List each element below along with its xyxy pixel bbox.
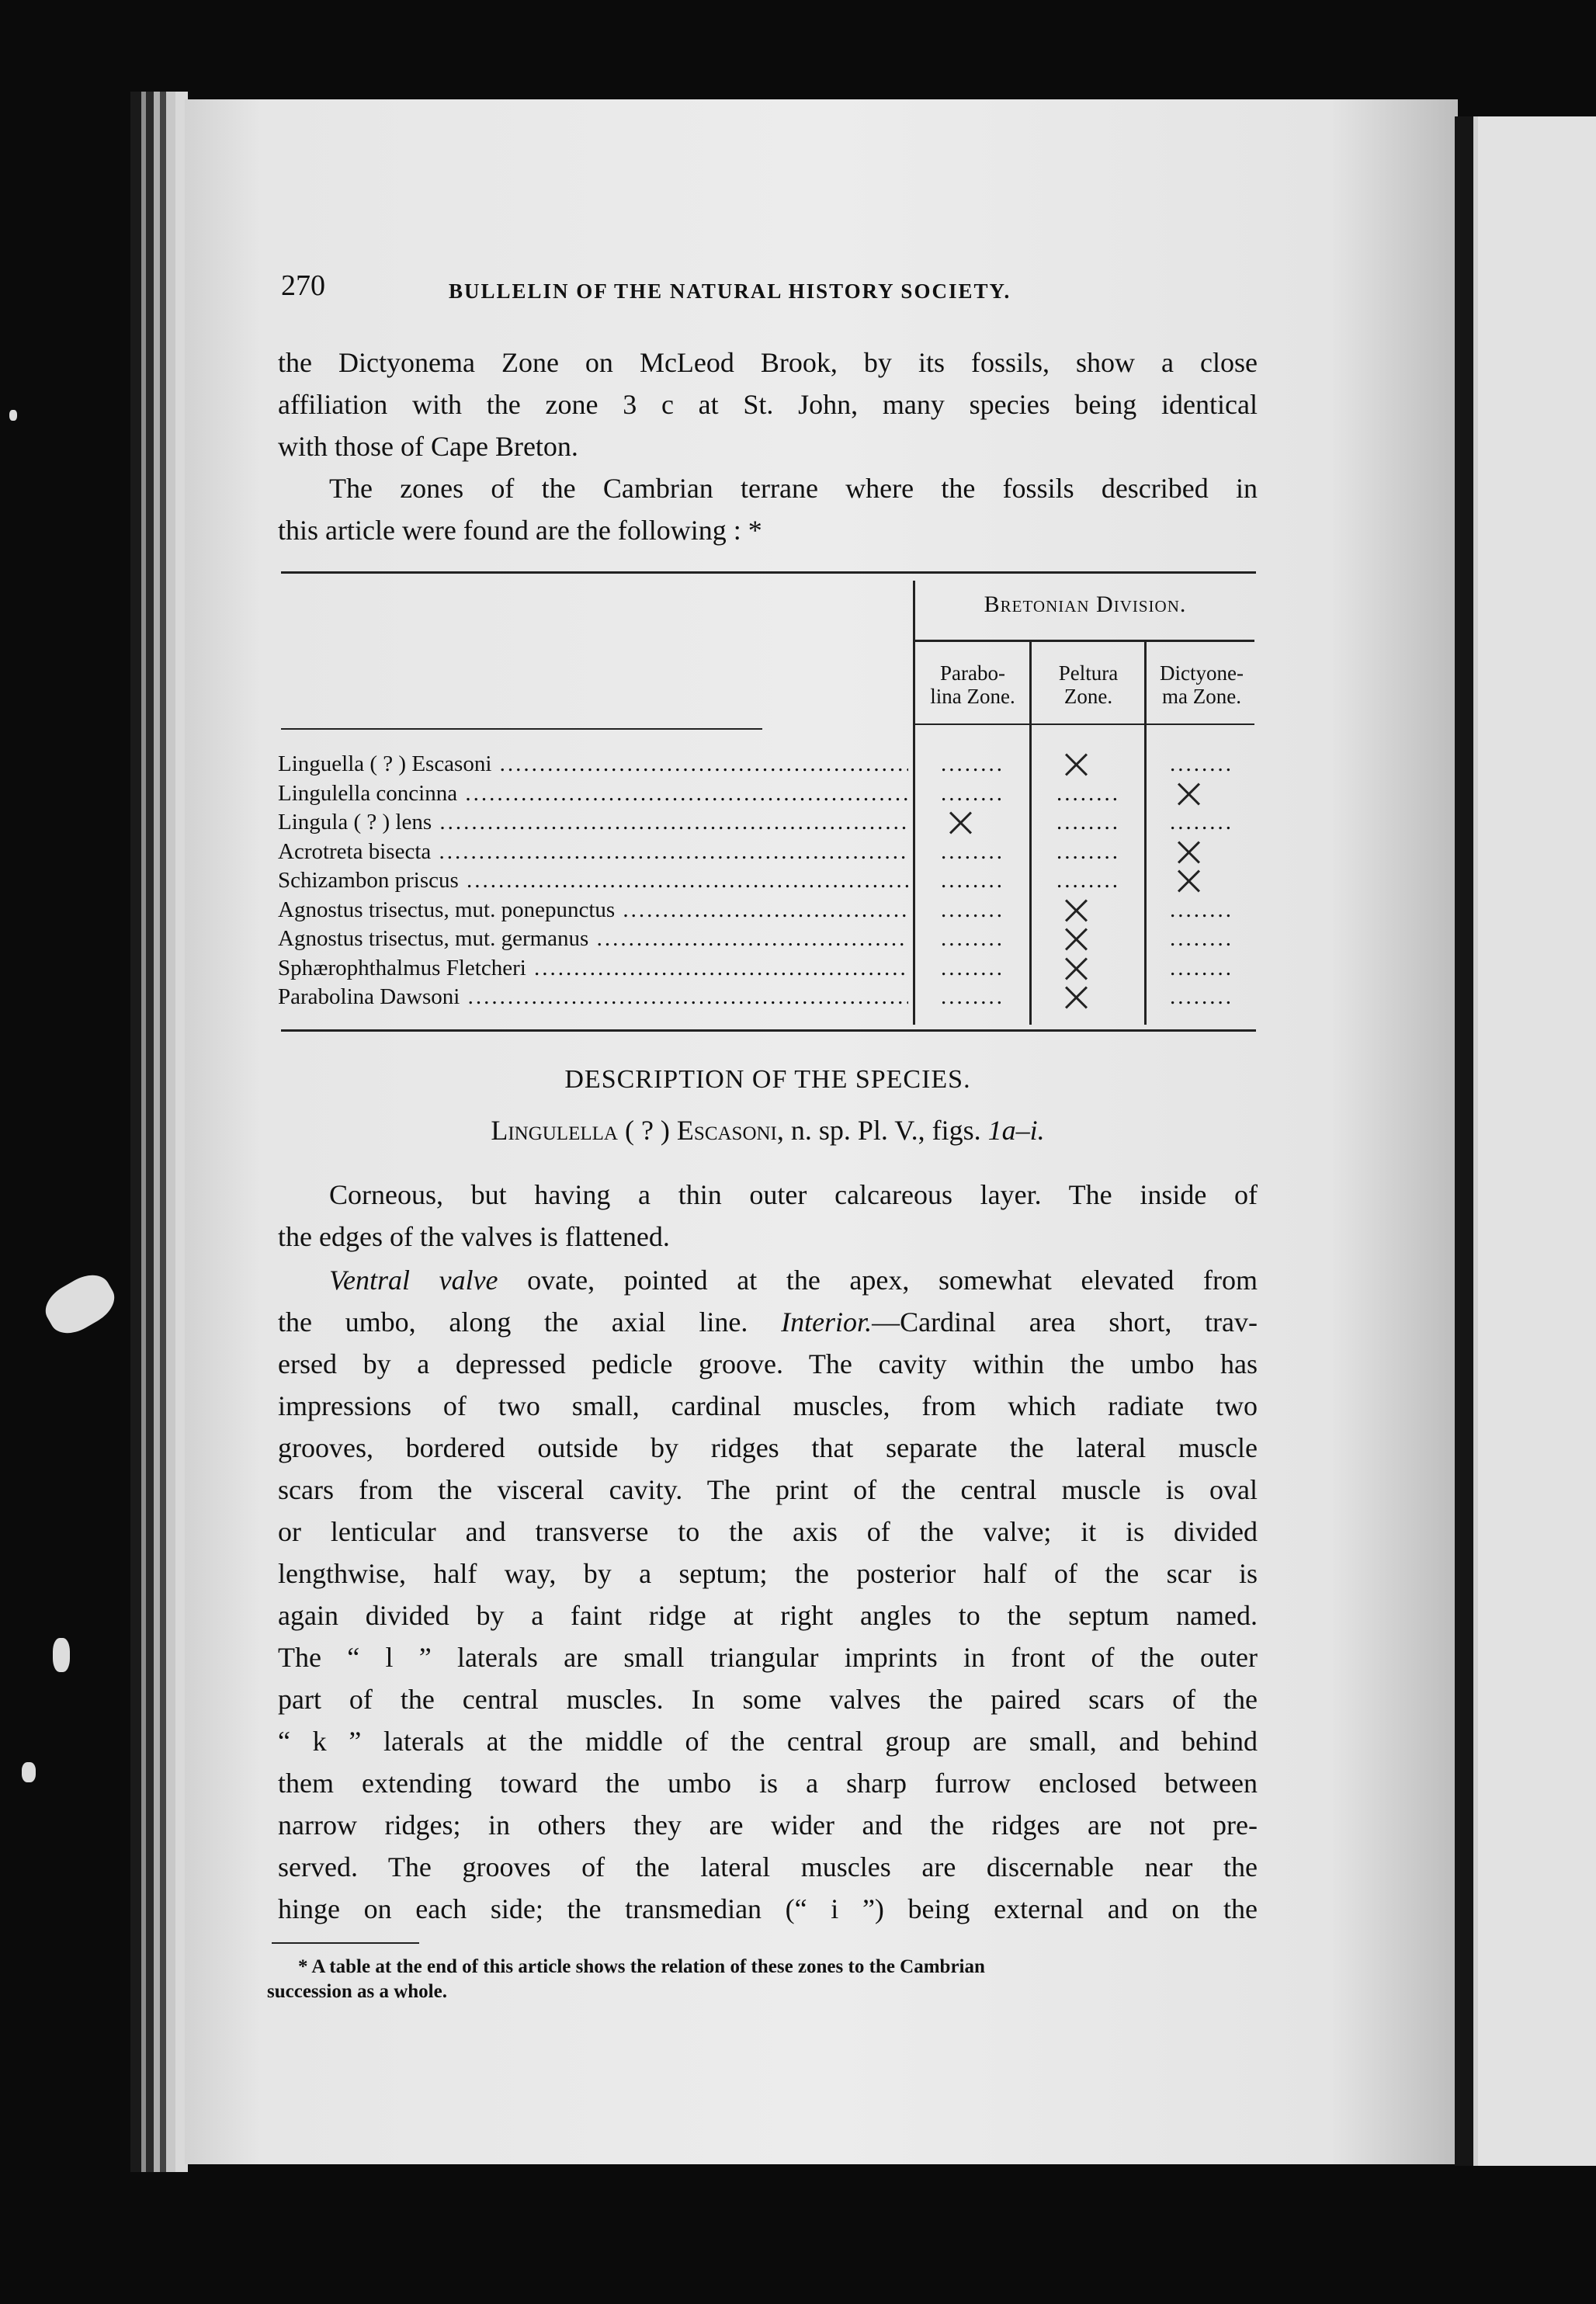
- scan-debris: [9, 410, 17, 421]
- zone-empty-leader: ........: [941, 751, 1004, 776]
- italic-term: Ventral valve: [329, 1265, 498, 1296]
- zone-empty-leader: ........: [1170, 955, 1233, 980]
- species-rest: n. sp. Pl. V., figs.: [790, 1115, 981, 1146]
- text-line: this article were found are the following : *: [278, 515, 762, 546]
- zone-empty-leader: ........: [941, 955, 1004, 980]
- species-row-name: Lingulella concinna .....: [278, 779, 908, 808]
- text-line: scars from the visceral cavity. The print of the central muscle is oval: [278, 1474, 1258, 1505]
- column-heading: [916, 661, 1029, 708]
- text-run: ovate, pointed at the apex, somewhat elevated from: [498, 1265, 1258, 1296]
- table-bottom-rule: [281, 1029, 1256, 1032]
- zone-presence-mark: [1063, 897, 1090, 924]
- scan-debris: [38, 1267, 122, 1342]
- species-genus: Lingulella: [491, 1115, 618, 1146]
- running-head: BULLELIN OF THE NATURAL HISTORY SOCIETY.: [449, 279, 1011, 303]
- text-line: hinge on each side; the transmedian (“ i ”) being external and on the: [278, 1893, 1258, 1924]
- text-line: Corneous, but having a thin outer calcareous layer. The inside of: [329, 1179, 1258, 1210]
- zone-empty-leader: ........: [1170, 810, 1233, 835]
- species-row-name: Sphærophthalmus Fletcheri .....: [278, 954, 908, 983]
- zone-empty-leader: ........: [1056, 810, 1120, 835]
- species-figs: 1a–i.: [987, 1115, 1045, 1146]
- text-line: [278, 1259, 1258, 1301]
- text-line: The zones of the Cambrian terrane where the fossils described in: [329, 473, 1258, 504]
- intro-paragraph: [278, 342, 1258, 551]
- paragraph-lines: [278, 1343, 1258, 1930]
- text-line: “ k ” laterals at the middle of the central group are small, and behind: [278, 1726, 1258, 1757]
- zone-empty-leader: ........: [1170, 926, 1233, 951]
- table-column-rule: [913, 581, 915, 1025]
- zone-presence-mark: [1176, 868, 1202, 894]
- italic-term: Interior.: [781, 1306, 873, 1338]
- zone-empty-leader: ........: [941, 926, 1004, 951]
- column-heading-line: lina Zone.: [930, 685, 1015, 708]
- zone-presence-mark: [1063, 751, 1090, 778]
- species-row-name: Parabolina Dawsoni .....: [278, 983, 908, 1011]
- zone-presence-mark: [948, 810, 974, 836]
- footnote-line: * A table at the end of this article shows the relation of these zones to the Cambrian: [298, 1956, 985, 1977]
- species-heading: [278, 1114, 1258, 1147]
- zone-empty-leader: ........: [1170, 984, 1233, 1009]
- column-heading-line: Peltura: [1058, 661, 1119, 685]
- division-heading-text: Bretonian Division.: [984, 592, 1187, 617]
- zone-empty-leader: ........: [941, 838, 1004, 864]
- zone-presence-mark: [1063, 956, 1090, 982]
- table-top-rule: [281, 571, 1256, 574]
- text-line: The “ l ” laterals are small triangular imprints in front of the outer: [278, 1642, 1258, 1673]
- column-heading: [1147, 661, 1256, 708]
- text-line: served. The grooves of the lateral muscles are discernable near the: [278, 1851, 1258, 1882]
- species-row-name: Agnostus trisectus, mut. germanus .....: [278, 925, 908, 953]
- zone-empty-leader: ........: [1056, 780, 1120, 806]
- species-epithet: Escasoni,: [676, 1115, 784, 1146]
- text-line: with those of Cape Breton.: [278, 431, 578, 462]
- zone-presence-mark: [1063, 984, 1090, 1011]
- table-subhead-rule: [914, 640, 1254, 642]
- table-header-rule: [914, 723, 1254, 725]
- text-line: the edges of the valves is flattened.: [278, 1221, 670, 1252]
- zone-presence-mark: [1063, 926, 1090, 952]
- text-run: the umbo, along the axial line.: [278, 1306, 782, 1338]
- zone-empty-leader: ........: [941, 984, 1004, 1009]
- zone-empty-leader: ........: [1056, 868, 1120, 893]
- text-line: grooves, bordered outside by ridges that separate the lateral muscle: [278, 1432, 1258, 1463]
- text-run: —Cardinal area short, trav-: [872, 1306, 1258, 1338]
- text-line: narrow ridges; in others they are wider and the ridges are not pre-: [278, 1810, 1258, 1841]
- text-line: affiliation with the zone 3 c at St. John, many species being identical: [278, 389, 1258, 420]
- zone-empty-leader: ........: [1056, 838, 1120, 864]
- text-line: them extending toward the umbo is a sharp furrow enclosed between: [278, 1768, 1258, 1799]
- column-heading: [1032, 661, 1144, 708]
- species-row-name: Agnostus trisectus, mut. ponepunctus .....: [278, 896, 908, 925]
- page-number: 270: [281, 269, 325, 302]
- division-heading: [916, 593, 1254, 616]
- zone-empty-leader: ........: [941, 897, 1004, 922]
- zone-presence-mark: [1176, 781, 1202, 807]
- table-column-rule: [1029, 641, 1032, 1025]
- section-heading: DESCRIPTION OF THE SPECIES.: [564, 1065, 971, 1094]
- species-query: ( ? ): [624, 1115, 670, 1146]
- text-line: [278, 1301, 1258, 1343]
- species-row-name: Schizambon priscus .....: [278, 866, 908, 895]
- book-spine-edge: [130, 92, 188, 2172]
- zone-empty-leader: ........: [1170, 751, 1233, 776]
- species-row-name: Linguella ( ? ) Escasoni .....: [278, 750, 908, 779]
- column-heading-line: ma Zone.: [1162, 685, 1241, 708]
- text-line: ersed by a depressed pedicle groove. The cavity within the umbo has: [278, 1348, 1258, 1379]
- column-heading-line: Parabo-: [940, 661, 1005, 685]
- text-line: part of the central muscles. In some valves the paired scars of the: [278, 1684, 1258, 1715]
- zone-empty-leader: ........: [941, 868, 1004, 893]
- table-header-rule: [281, 728, 762, 730]
- text-line: lengthwise, half way, by a septum; the posterior half of the scar is: [278, 1558, 1258, 1589]
- description-paragraph-1: [278, 1174, 1258, 1258]
- scan-debris: [22, 1762, 36, 1782]
- zone-presence-mark: [1176, 839, 1202, 866]
- zone-empty-leader: ........: [1170, 897, 1233, 922]
- species-row-name: Acrotreta bisecta .....: [278, 838, 908, 866]
- description-paragraph-2: [278, 1259, 1258, 1930]
- column-heading-line: Zone.: [1063, 685, 1113, 708]
- column-heading-line: Dictyone-: [1160, 661, 1244, 685]
- text-line: impressions of two small, cardinal muscles, from which radiate two: [278, 1390, 1258, 1421]
- text-line: again divided by a faint ridge at right angles to the septum named.: [278, 1600, 1258, 1631]
- zone-empty-leader: ........: [941, 780, 1004, 806]
- text-line: the Dictyonema Zone on McLeod Brook, by its fossils, show a close: [278, 347, 1258, 378]
- footnote-rule: [272, 1942, 419, 1944]
- species-row-name: Lingula ( ? ) lens .....: [278, 808, 908, 837]
- facing-page-edge: [1455, 116, 1596, 2166]
- table-column-rule: [1144, 641, 1147, 1025]
- text-line: or lenticular and transverse to the axis of the valve; it is divided: [278, 1516, 1258, 1547]
- footnote-line: succession as a whole.: [267, 1981, 447, 2002]
- scan-debris: [53, 1638, 70, 1672]
